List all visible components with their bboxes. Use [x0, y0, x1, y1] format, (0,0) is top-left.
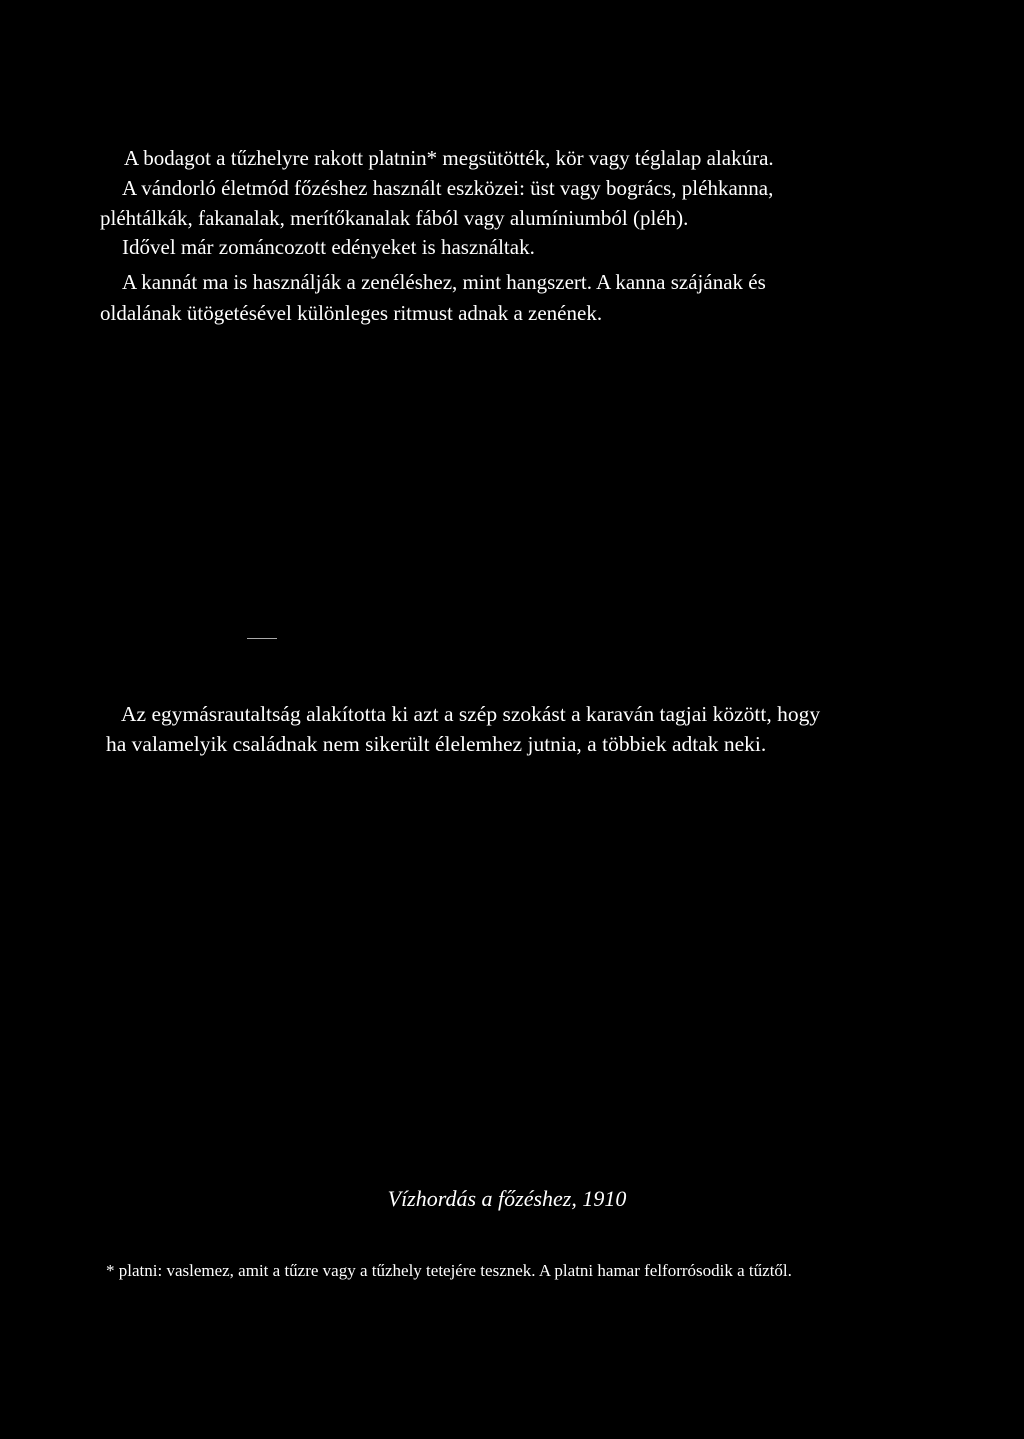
paragraph1-line-6: oldalának ütögetésével különleges ritmust adnak a zenének. — [100, 301, 603, 325]
paragraph2-line-1: Az egymásrautaltság alakította ki azt a szép szokást a karaván tagjai között, hogy — [121, 702, 821, 726]
photo-caption — [0, 1185, 1024, 1213]
section-divider — [247, 638, 277, 639]
paragraph1-line-1: A bodagot a tűzhelyre rakott platnin* megsütötték, kör vagy téglalap alakúra. — [124, 146, 774, 170]
footnote: * platni: vaslemez, amit a tűzre vagy a tűzhely tetejére tesznek. A platni hamar felforrósodik a tűztől. — [106, 1261, 792, 1280]
paragraph1-line-3: pléhtálkák, fakanalak, merítőkanalak fából vagy alumíniumból (pléh). — [100, 206, 689, 230]
paragraph1-line-2: A vándorló életmód főzéshez használt eszközei: üst vagy bogrács, pléhkanna, — [122, 176, 774, 200]
paragraph1-line-4: Idővel már zománcozott edényeket is használtak. — [122, 235, 535, 259]
paragraph1-line-5: A kannát ma is használják a zenéléshez, mint hangszert. A kanna szájának és — [122, 270, 766, 294]
paragraph2-line-2: ha valamelyik családnak nem sikerült élelemhez jutnia, a többiek adtak neki. — [106, 732, 767, 756]
photo-caption-text: Vízhordás a főzéshez, 1910 — [387, 1186, 627, 1211]
